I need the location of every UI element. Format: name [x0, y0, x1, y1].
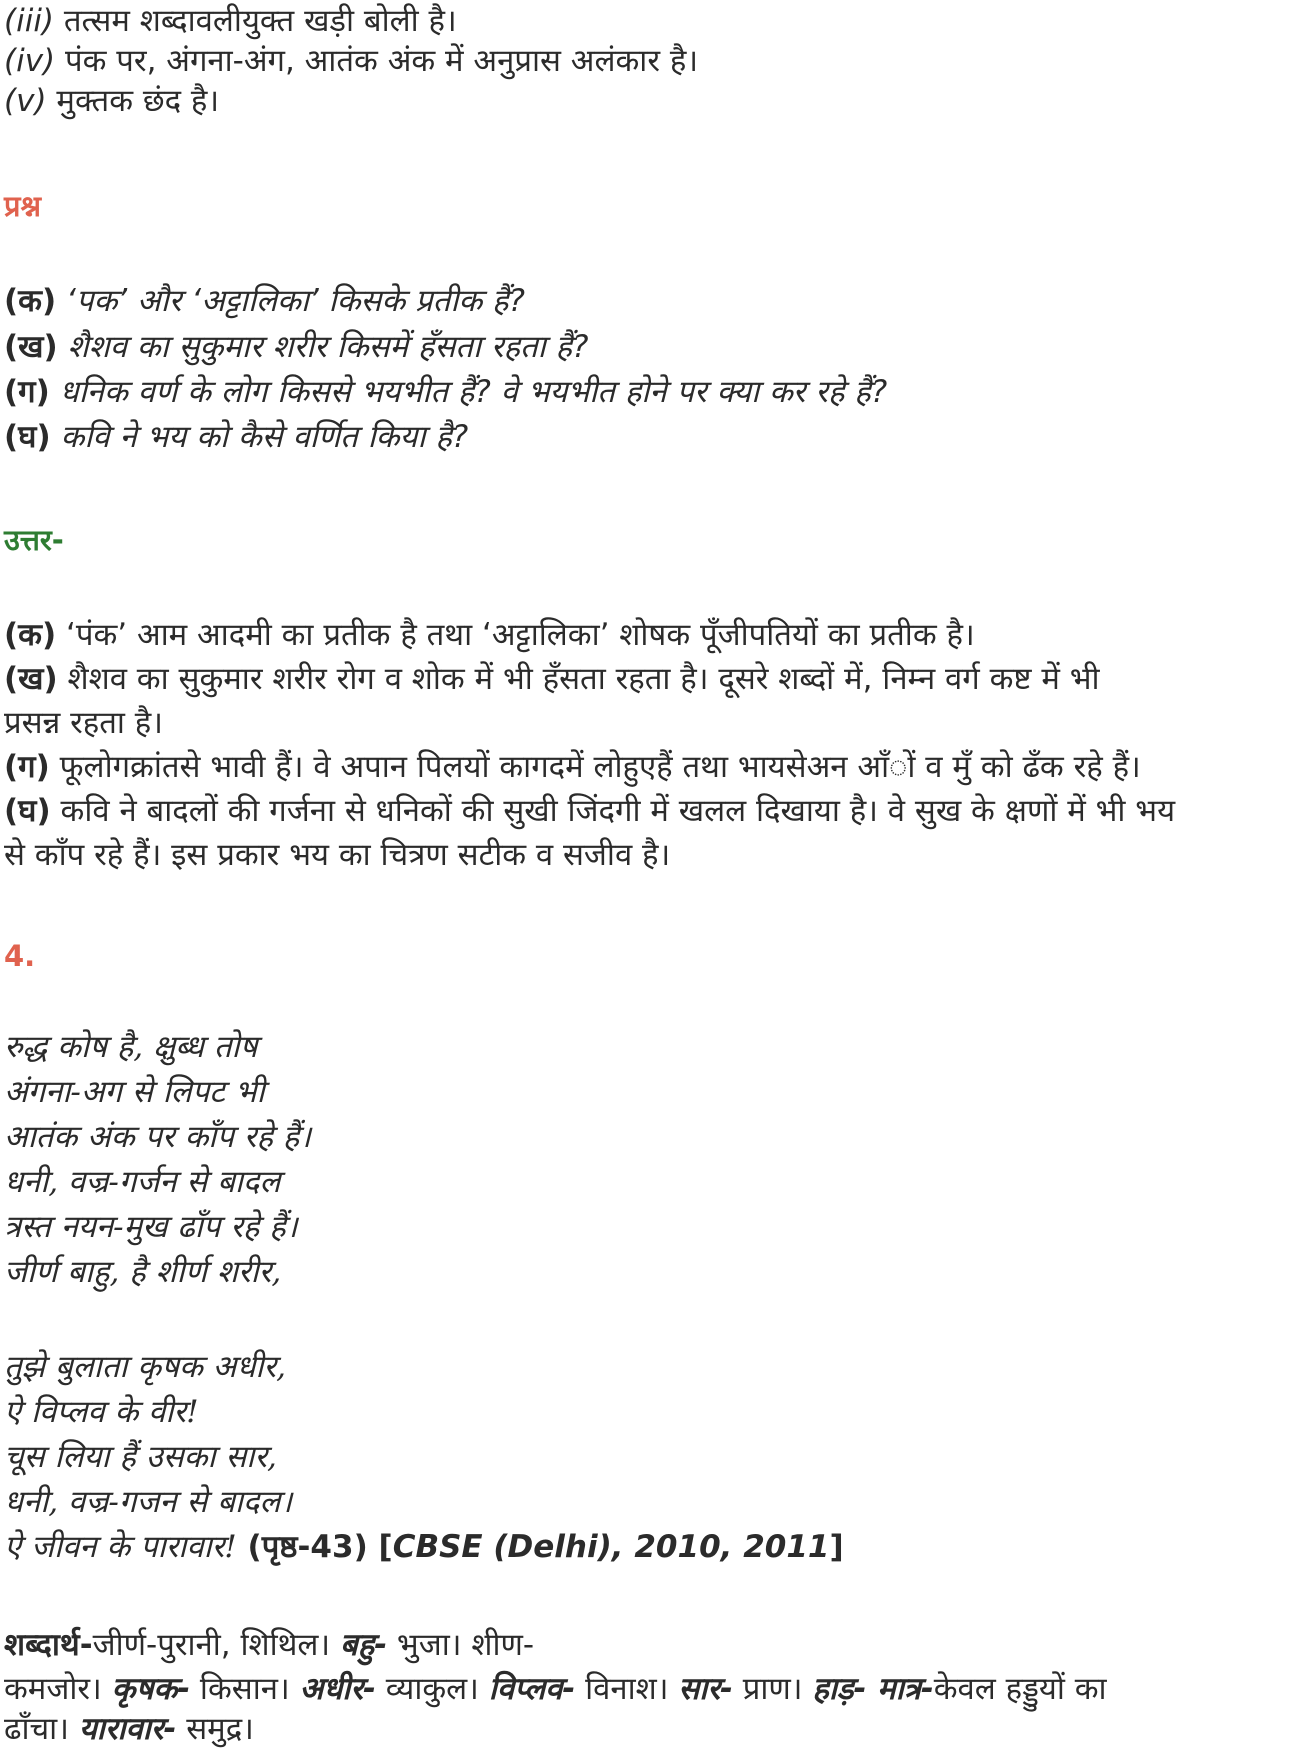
- glossary-line-2: [4, 1672, 1107, 1708]
- answer-text: फूलोगक्रांतसे भावी हैं। वे अपान पिलयों कागदमें लोहुएहैं तथा भायसेअन आँों व मुँ को ढँक रहे हैं।: [49, 749, 1141, 785]
- answer-marker: (ख): [4, 661, 58, 697]
- question-text: कवि ने भय को कैसे वर्णित किया है?: [50, 419, 469, 455]
- point-v: [4, 84, 219, 120]
- question-ka: [4, 284, 525, 320]
- question-marker: (क): [4, 283, 57, 319]
- glossary-term: बहु-: [340, 1627, 388, 1663]
- glossary-def: ढाँचा।: [4, 1711, 79, 1747]
- poem-line: तुझे बुलाता कृषक अधीर,: [4, 1349, 286, 1385]
- question-text: शैशव का सुकुमार शरीर किसमें हँसता रहता हैं?: [57, 329, 589, 365]
- question-marker: (घ): [4, 419, 51, 455]
- answer-text: कवि ने बादलों की गर्जना से धनिकों की सुखी जिंदगी में खलल दिखाया है। वे सुख के क्षणों में भी भय: [50, 793, 1176, 829]
- answer-marker: (ग): [4, 749, 50, 785]
- poem-last-line: [4, 1530, 844, 1566]
- glossary-def: जीर्ण-पुरानी, शिथिल।: [92, 1627, 341, 1663]
- poem-line: अंगना-अग से लिपट भी: [4, 1074, 265, 1110]
- answer-kha-cont: प्रसन्न रहता है।: [4, 705, 164, 741]
- poem-line: धनी, वज्र-गर्जन से बादल: [4, 1164, 281, 1200]
- poem-line: चूस लिया हैं उसका सार,: [4, 1439, 277, 1475]
- source-reference: CBSE (Delhi), 2010, 2011: [392, 1529, 830, 1565]
- point-text: मुक्तक छंद है।: [46, 83, 220, 119]
- glossary-term: सार-: [678, 1671, 733, 1707]
- answer-gha: [4, 794, 1175, 830]
- glossary-def: केवल हड्डुयों का: [933, 1671, 1107, 1707]
- glossary-term: कृषक-: [111, 1671, 191, 1707]
- point-iv: [4, 44, 698, 80]
- poem-line: धनी, वज्र-गजन से बादल।: [4, 1484, 293, 1520]
- question-heading: प्रश्न: [4, 189, 42, 223]
- glossary-term: विप्लव-: [488, 1671, 576, 1707]
- answer-ka: [4, 618, 975, 654]
- answer-marker: (घ): [4, 793, 51, 829]
- glossary-term: अधीर-: [299, 1671, 376, 1707]
- answer-heading: उत्तर-: [4, 523, 64, 557]
- answer-ga: [4, 750, 1141, 786]
- answer-kha: [4, 662, 1100, 698]
- glossary-term: यारावार-: [78, 1711, 177, 1747]
- point-marker: (iv): [4, 43, 56, 79]
- point-text: तत्सम शब्दावलीयुक्त खड़ी बोली है।: [54, 3, 457, 39]
- glossary-def: किसान।: [190, 1671, 300, 1707]
- glossary-def: व्याकुल।: [375, 1671, 489, 1707]
- answer-marker: (क): [4, 617, 57, 653]
- question-gha: [4, 420, 468, 456]
- glossary-def: कमजोर।: [4, 1671, 112, 1707]
- question-marker: (ख): [4, 329, 58, 365]
- question-text: ‘पक’ और ‘अट्टालिका’ किसके प्रतीक हैं?: [56, 283, 525, 319]
- glossary-def: विनाश।: [575, 1671, 679, 1707]
- glossary-line-1: [4, 1628, 534, 1664]
- point-marker: (v): [4, 83, 47, 119]
- glossary-label: शब्दार्थ-: [4, 1627, 93, 1663]
- glossary-def: प्राण।: [732, 1671, 813, 1707]
- section-number: 4.: [4, 939, 36, 973]
- point-marker: (iii): [4, 3, 55, 39]
- glossary-line-3: [4, 1712, 254, 1748]
- answer-text: शैशव का सुकुमार शरीर रोग व शोक में भी हँसता रहता है। दूसरे शब्दों में, निम्न वर्ग कष्ट में भी: [57, 661, 1100, 697]
- glossary-term: हाड़- मात्र-: [812, 1671, 934, 1707]
- answer-text: ‘पंक’ आम आदमी का प्रतीक है तथा ‘अट्टालिका’ शोषक पूँजीपतियों का प्रतीक है।: [56, 617, 975, 653]
- poem-line: ऐ जीवन के पारावार!: [4, 1529, 237, 1565]
- glossary-def: भुजा। शीण-: [387, 1627, 535, 1663]
- bracket: ]: [829, 1529, 844, 1565]
- question-ga: [4, 375, 887, 411]
- poem-line: जीर्ण बाहु, है शीर्ण शरीर,: [4, 1254, 282, 1290]
- point-text: पंक पर, अंगना-अंग, आतंक अंक में अनुप्रास अलंकार है।: [55, 43, 699, 79]
- question-text: धनिक वर्ण के लोग किससे भयभीत हैं? वे भयभीत होने पर क्या कर रहे हैं?: [49, 374, 888, 410]
- poem-line: रुद्ध कोष है, क्षुब्ध तोष: [4, 1029, 258, 1065]
- question-marker: (ग): [4, 374, 50, 410]
- page-reference: (पृष्ठ-43) [: [236, 1529, 393, 1565]
- poem-line: ऐ विप्लव के वीर!: [4, 1394, 199, 1430]
- answer-gha-cont: से काँप रहे हैं। इस प्रकार भय का चित्रण सटीक व सजीव है।: [4, 837, 671, 873]
- glossary-def: समुद्र।: [176, 1711, 254, 1747]
- poem-line: आतंक अंक पर काँप रहे हैं।: [4, 1119, 312, 1155]
- question-kha: [4, 330, 588, 366]
- poem-line: त्रस्त नयन-मुख ढाँप रहे हैं।: [4, 1209, 298, 1245]
- point-iii: [4, 4, 457, 40]
